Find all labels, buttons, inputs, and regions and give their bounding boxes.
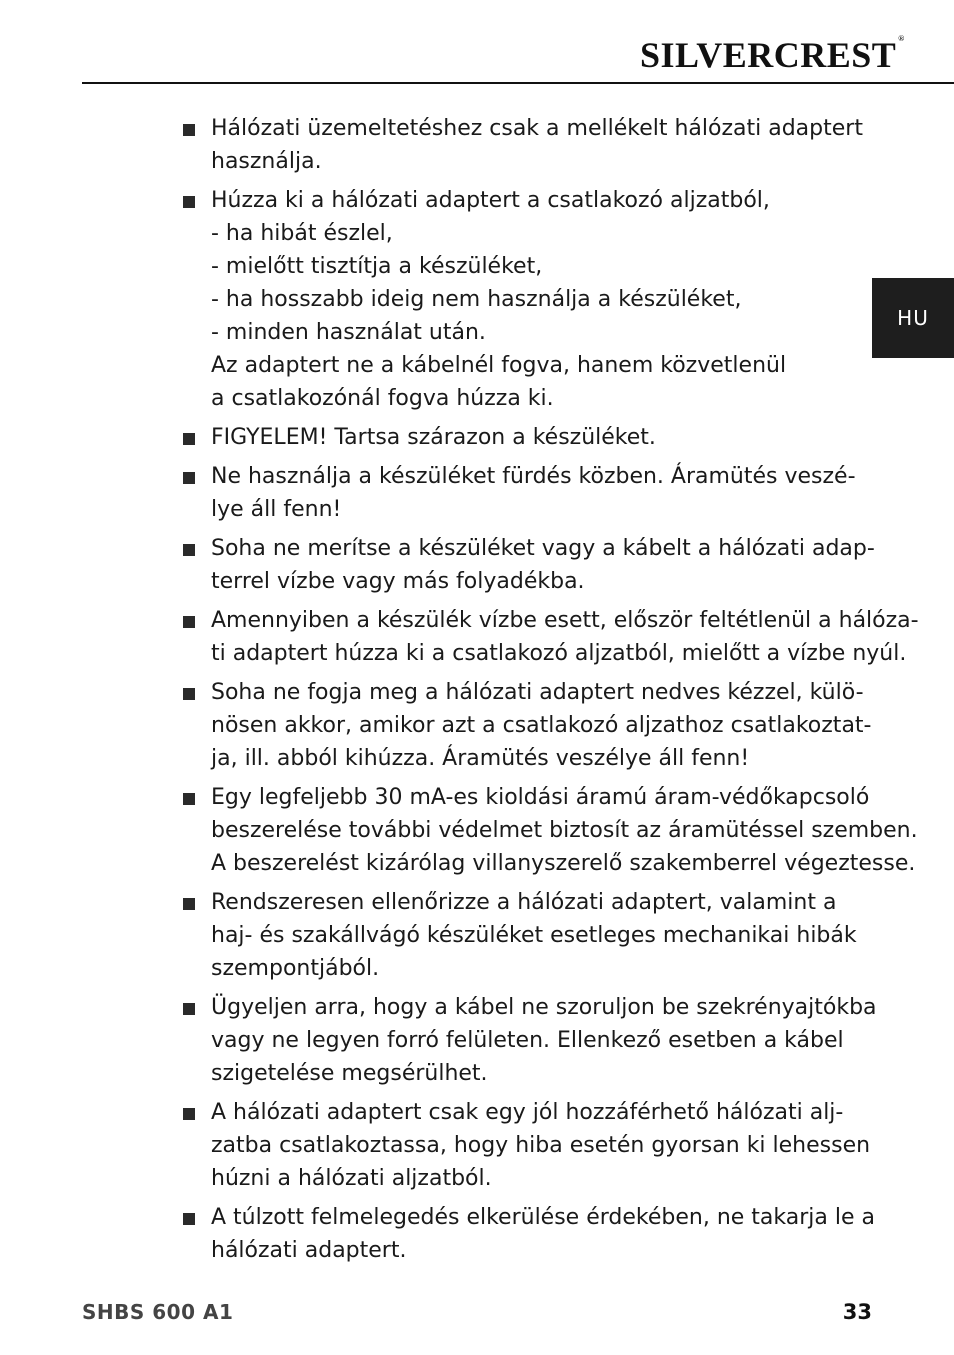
bullet-item — [183, 1096, 871, 1195]
bullet-text — [211, 460, 856, 526]
brand-initial-1: SILVER — [640, 35, 774, 75]
bullet-text-line: Hálózati üzemeltetéshez csak a mellékelt hálózati adaptert — [211, 116, 863, 141]
bullet-text-line: használja. — [211, 149, 322, 174]
bullet-text-line: Soha ne fogja meg a hálózati adaptert nedves kézzel, külö- — [211, 680, 864, 705]
square-bullet-icon — [183, 1213, 195, 1225]
language-tab — [872, 278, 954, 358]
bullet-item — [183, 676, 872, 775]
page-number: 33 — [842, 1300, 872, 1324]
bullet-text — [211, 1201, 875, 1267]
brand-logo — [640, 34, 905, 76]
bullet-text-line: vagy ne legyen forró felületen. Ellenkező esetben a kábel — [211, 1028, 844, 1053]
bullet-text-line: A túlzott felmelegedés elkerülése érdekében, ne takarja le a — [211, 1205, 875, 1230]
bullet-item — [183, 421, 853, 454]
bullet-item — [183, 781, 918, 880]
footer-model: SHBS 600 A1 — [82, 1300, 234, 1324]
square-bullet-icon — [183, 433, 195, 445]
bullet-text-line: Ne használja a készüléket fürdés közben. Áramütés veszé- — [211, 464, 856, 489]
bullet-text-line: FIGYELEM! Tartsa szárazon a készüléket. — [211, 425, 656, 450]
square-bullet-icon — [183, 688, 195, 700]
square-bullet-icon — [183, 898, 195, 910]
bullet-text-line: beszerelése további védelmet biztosít az áramütéssel szemben. — [211, 818, 918, 843]
bullet-text-line: ja, ill. abból kihúzza. Áramütés veszélye áll fenn! — [211, 746, 750, 771]
bullet-text-line: - ha hibát észlel, — [211, 221, 393, 246]
bullet-text — [211, 532, 875, 598]
bullet-text — [211, 781, 918, 880]
bullet-text-line: A beszerelést kizárólag villanyszerelő szakemberrel végeztesse. — [211, 851, 916, 876]
bullet-text — [211, 604, 919, 670]
brand-initial-2: CREST — [773, 35, 897, 75]
bullet-item — [183, 991, 877, 1090]
bullet-item — [183, 604, 919, 670]
bullet-text-line: terrel vízbe vagy más folyadékba. — [211, 569, 585, 594]
bullet-text-line: zatba csatlakoztassa, hogy hiba esetén gyorsan ki lehessen — [211, 1133, 871, 1158]
header-rule — [82, 82, 954, 84]
bullet-text-line: Amennyiben a készülék vízbe esett, először feltétlenül a hálóza- — [211, 608, 919, 633]
bullet-text-line: Az adaptert ne a kábelnél fogva, hanem közvetlenül — [211, 353, 787, 378]
bullet-item — [183, 1201, 875, 1267]
bullet-text-line: nösen akkor, amikor azt a csatlakozó aljzathoz csatlakoztat- — [211, 713, 872, 738]
bullet-text — [211, 676, 871, 775]
bullet-text — [211, 991, 877, 1090]
bullet-text-line: lye áll fenn! — [211, 497, 342, 522]
bullet-text-line: Soha ne merítse a készüléket vagy a kábelt a hálózati adap- — [211, 536, 875, 561]
bullet-text-line: Húzza ki a hálózati adaptert a csatlakozó aljzatból, — [211, 188, 770, 213]
bullet-item — [183, 886, 857, 985]
square-bullet-icon — [183, 544, 195, 556]
square-bullet-icon — [183, 1003, 195, 1015]
bullet-text-line: szempontjából. — [211, 956, 380, 981]
bullet-text-line: - minden használat után. — [211, 320, 486, 345]
bullet-text-line: Rendszeresen ellenőrizze a hálózati adaptert, valamint a — [211, 890, 837, 915]
bullet-text — [211, 1096, 870, 1195]
bullet-item — [183, 112, 863, 178]
bullet-text — [211, 112, 863, 178]
bullet-item — [183, 184, 853, 415]
language-tab-label: HU — [897, 306, 929, 330]
bullet-text-line: Ügyeljen arra, hogy a kábel ne szoruljon be szekrényajtókba — [211, 995, 877, 1020]
bullet-text-line: haj- és szakállvágó készüléket esetleges mechanikai hibák — [211, 923, 857, 948]
bullet-text-line: A hálózati adaptert csak egy jól hozzáférhető hálózati alj- — [211, 1100, 844, 1125]
bullet-text — [211, 184, 853, 415]
square-bullet-icon — [183, 472, 195, 484]
bullet-text-line: hálózati adaptert. — [211, 1238, 407, 1263]
bullet-text-line: - ha hosszabb ideig nem használja a készüléket, — [211, 287, 742, 312]
bullet-text-line: Egy legfeljebb 30 mA-es kioldási áramú áram-védőkapcsoló — [211, 785, 870, 810]
bullet-text-line: a csatlakozónál fogva húzza ki. — [211, 386, 554, 411]
bullet-item — [183, 532, 875, 598]
bullet-text — [211, 886, 857, 985]
bullet-text-line: ti adaptert húzza ki a csatlakozó aljzatból, mielőtt a vízbe nyúl. — [211, 641, 907, 666]
square-bullet-icon — [183, 124, 195, 136]
bullet-text-line: húzni a hálózati aljzatból. — [211, 1166, 492, 1191]
square-bullet-icon — [183, 616, 195, 628]
bullet-item — [183, 460, 856, 526]
bullet-text — [211, 421, 853, 454]
registered-mark: ® — [898, 34, 905, 43]
square-bullet-icon — [183, 1108, 195, 1120]
bullet-text-line: - mielőtt tisztítja a készüléket, — [211, 254, 543, 279]
square-bullet-icon — [183, 196, 195, 208]
bullet-text-line: szigetelése megsérülhet. — [211, 1061, 488, 1086]
square-bullet-icon — [183, 793, 195, 805]
